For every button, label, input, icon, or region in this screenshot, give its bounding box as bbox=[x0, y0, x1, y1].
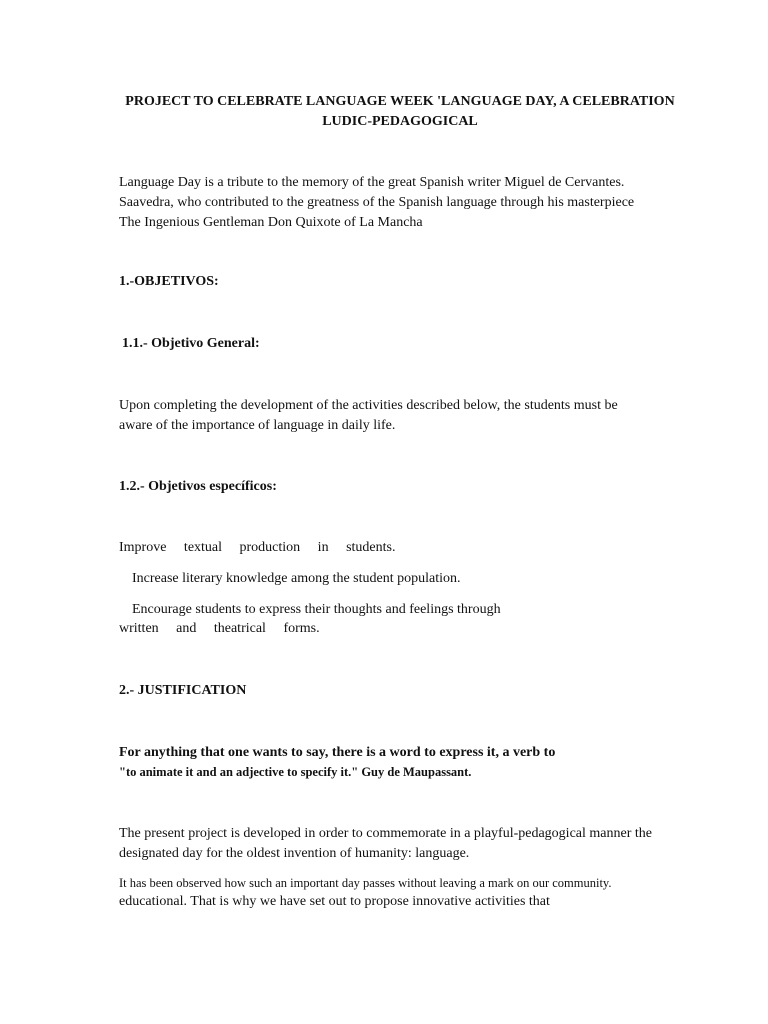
specific-objectives-heading: 1.2.- Objetivos específicos: bbox=[119, 479, 277, 494]
justification-paragraph-1 bbox=[119, 824, 652, 864]
quote-line-2: "to animate it and an adjective to specify it." Guy de Maupassant. bbox=[119, 765, 472, 779]
specific-objective-item-1: Improve textual production in students. bbox=[119, 540, 396, 555]
justification-paragraph-2-line-1: It has been observed how such an important day passes without leaving a mark on our community. bbox=[119, 876, 612, 890]
general-objective-heading: 1.1.- Objetivo General: bbox=[122, 336, 260, 351]
justification-line: designated day for the oldest invention of humanity: language. bbox=[119, 846, 470, 861]
specific-objective-item-3: Encourage students to express their thoughts and feelings through bbox=[132, 602, 501, 617]
title-line-1: PROJECT TO CELEBRATE LANGUAGE WEEK 'LANGUAGE DAY, A CELEBRATION bbox=[125, 94, 675, 109]
intro-line: The Ingenious Gentleman Don Quixote of La Mancha bbox=[119, 215, 423, 230]
section-2-heading: 2.- JUSTIFICATION bbox=[119, 683, 247, 698]
justification-line: The present project is developed in order to commemorate in a playful-pedagogical manner the bbox=[119, 826, 652, 841]
general-objective-text bbox=[119, 396, 618, 436]
intro-paragraph bbox=[119, 173, 634, 233]
document-title bbox=[100, 92, 700, 132]
quote-line-1: For anything that one wants to say, there is a word to express it, a verb to bbox=[119, 745, 556, 760]
specific-objective-item-2: Increase literary knowledge among the student population. bbox=[132, 571, 461, 586]
section-1-heading: 1.-OBJETIVOS: bbox=[119, 274, 219, 289]
intro-line: Language Day is a tribute to the memory of the great Spanish writer Miguel de Cervantes. bbox=[119, 175, 625, 190]
intro-line: Saavedra, who contributed to the greatness of the Spanish language through his masterpiece bbox=[119, 195, 635, 210]
general-objective-line: aware of the importance of language in daily life. bbox=[119, 418, 396, 433]
general-objective-line: Upon completing the development of the activities described below, the students must be bbox=[119, 398, 618, 413]
title-line-2: LUDIC-PEDAGOGICAL bbox=[322, 114, 478, 129]
justification-paragraph-2-line-2: educational. That is why we have set out to propose innovative activities that bbox=[119, 894, 550, 909]
specific-objective-item-3-continued: written and theatrical forms. bbox=[119, 621, 320, 636]
